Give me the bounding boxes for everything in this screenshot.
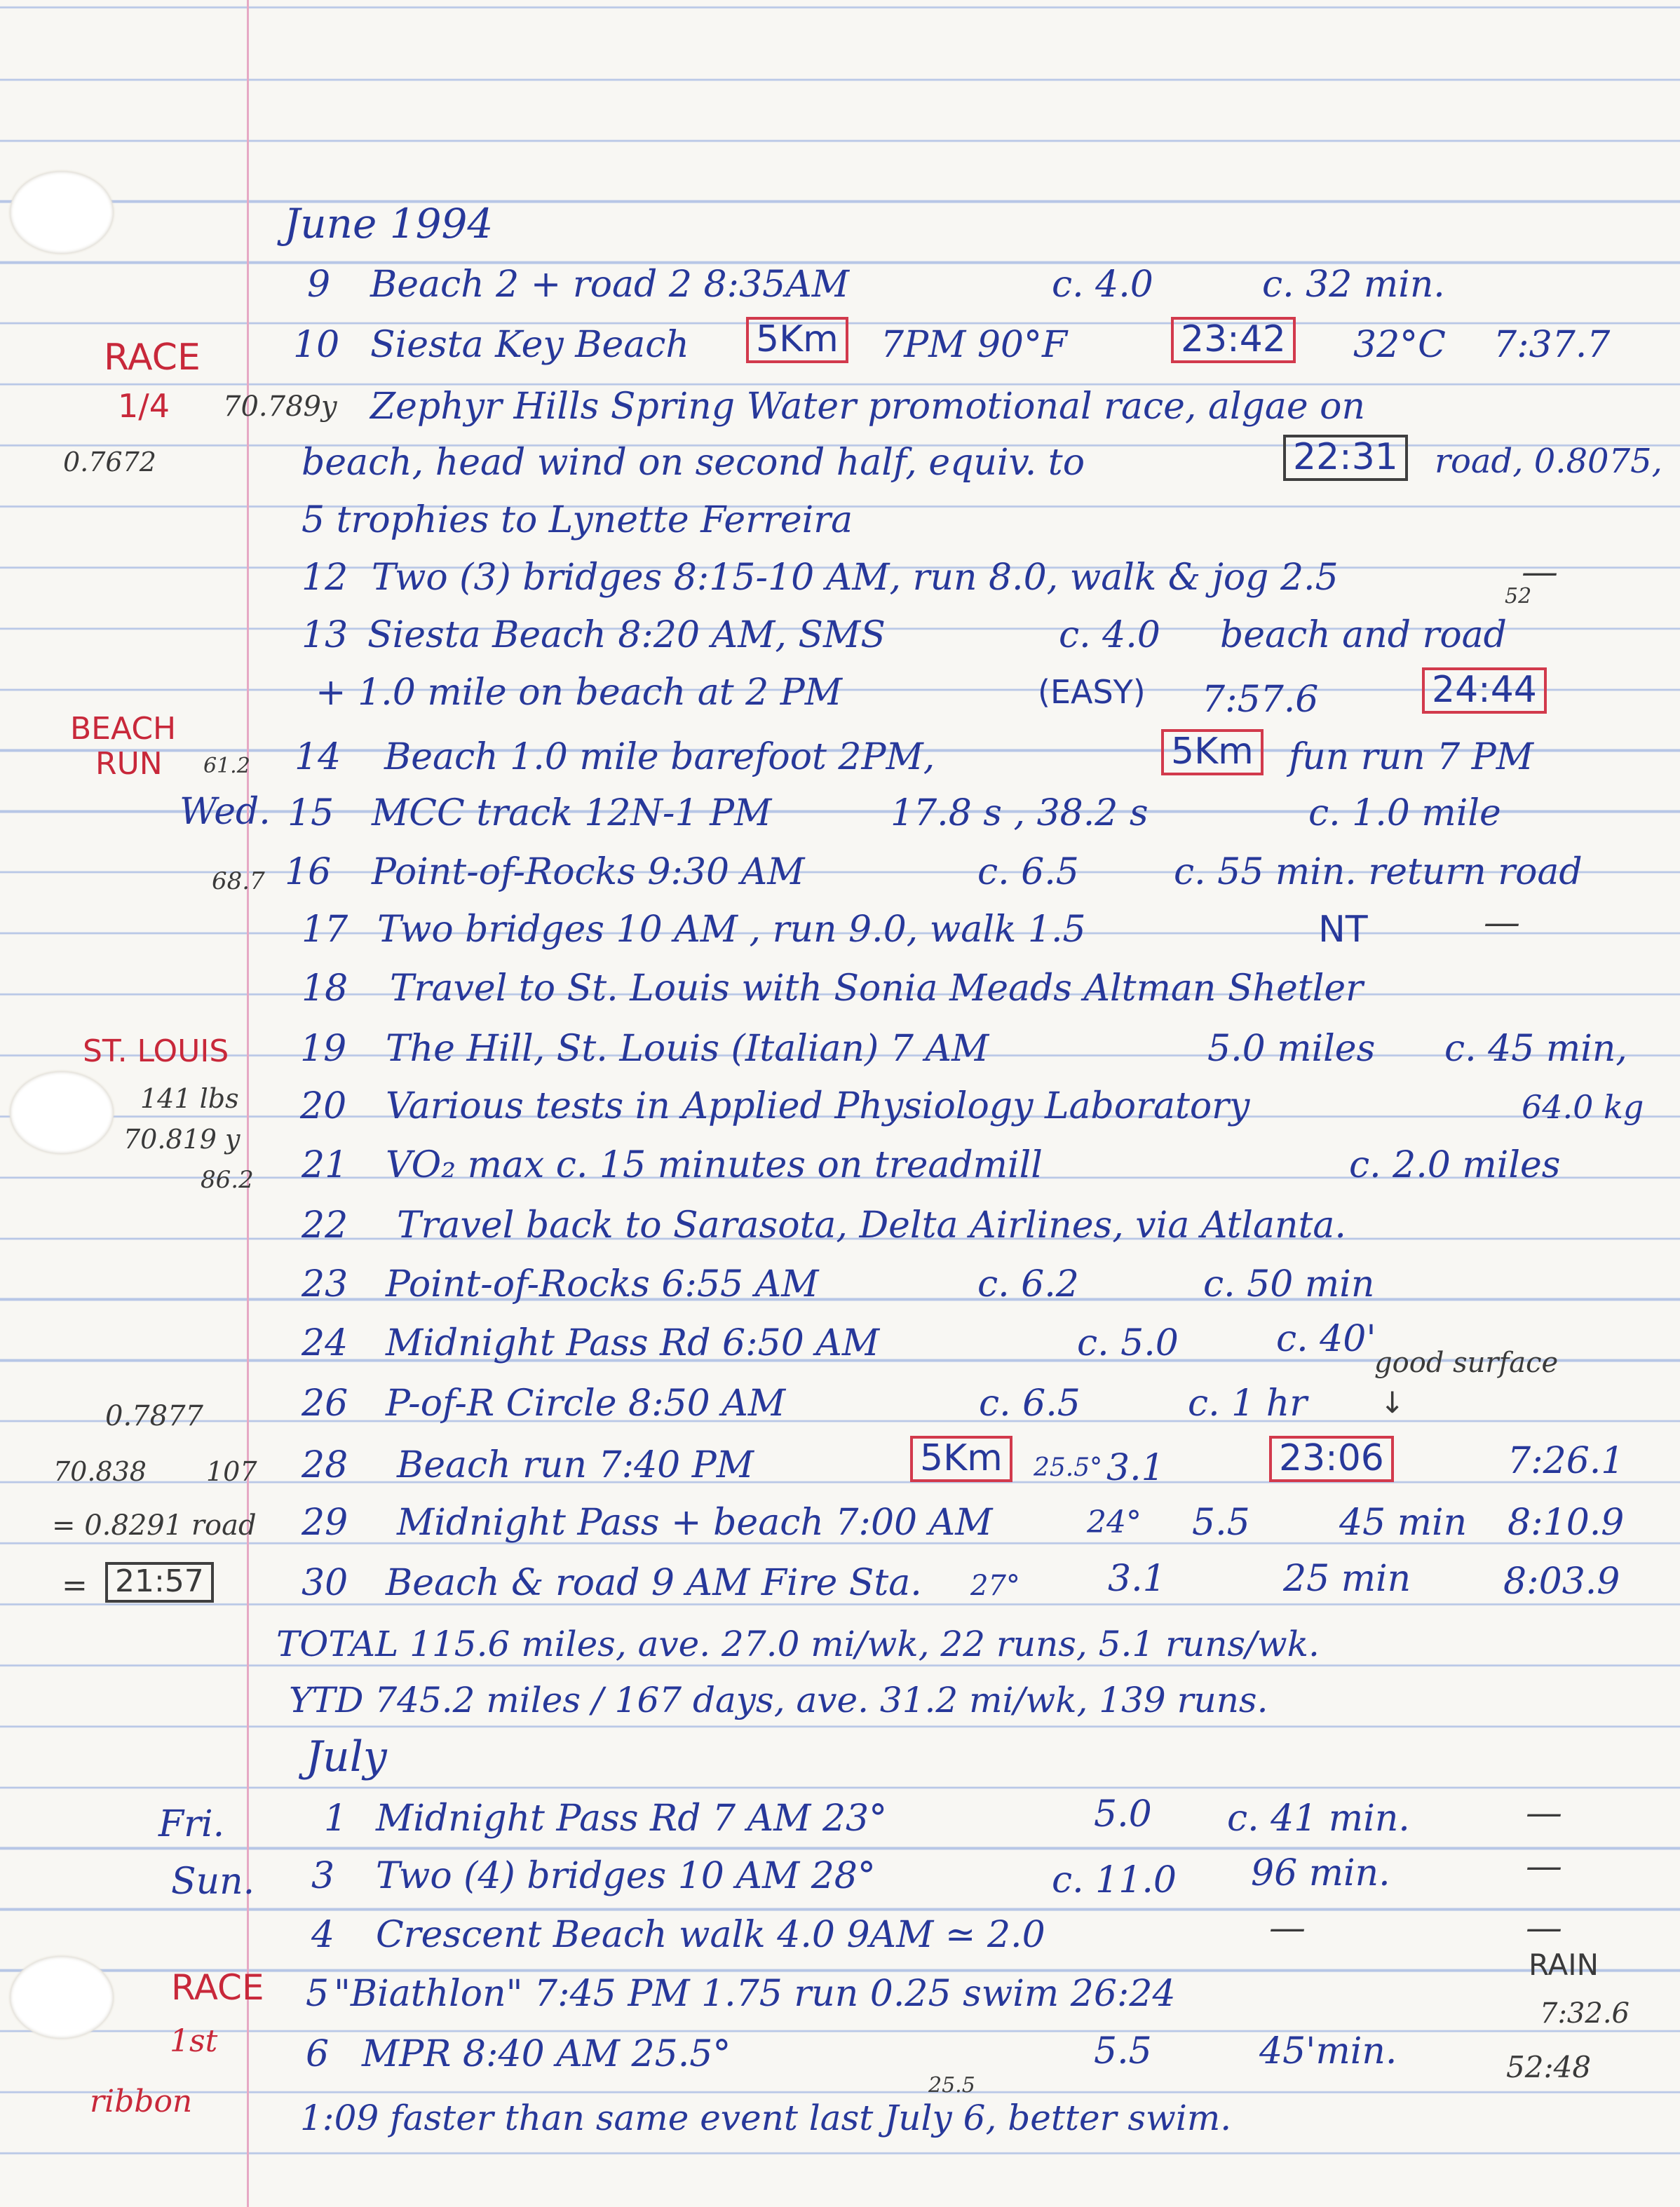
margin-hr-note: 86.2 xyxy=(201,1166,254,1194)
day-number: 21 xyxy=(302,1144,348,1186)
entry-text: VO₂ max c. 15 minutes on treadmill xyxy=(386,1144,1043,1186)
entry-text: Travel back to Sarasota, Delta Airlines, via Atlanta. xyxy=(397,1204,1346,1247)
entry-dash: — xyxy=(1269,1907,1306,1949)
day-number: 4 xyxy=(311,1914,335,1956)
entry-text: Various tests in Applied Physiology Laboratory xyxy=(386,1085,1250,1127)
month-heading-july: July xyxy=(306,1732,387,1781)
entry-dash: — xyxy=(1484,902,1520,944)
entry-distance: c. 4.0 xyxy=(1052,264,1153,306)
margin-hr-note: 107 xyxy=(206,1456,257,1487)
entry-note: 5 trophies to Lynette Ferreira xyxy=(302,499,853,541)
day-number: 29 xyxy=(302,1502,348,1544)
entry-distance: 5.5 xyxy=(1192,1502,1250,1544)
day-number: 19 xyxy=(300,1028,347,1070)
entry-pace: 7:32.6 xyxy=(1540,1997,1630,2030)
entry-time: c. 1 hr xyxy=(1188,1383,1308,1425)
margin-weekday: Wed. xyxy=(179,791,271,833)
entry-text: Beach 2 + road 2 8:35AM xyxy=(370,264,850,306)
punch-hole xyxy=(10,1956,114,2039)
margin-weekday: Fri. xyxy=(158,1803,225,1845)
entry-dash: — xyxy=(1526,1792,1562,1834)
race-time-box: 23:06 xyxy=(1269,1436,1394,1482)
entry-time: c. 41 min. xyxy=(1227,1798,1410,1840)
entry-note: fun run 7 PM xyxy=(1289,736,1533,778)
entry-note: NT xyxy=(1318,909,1368,951)
race-time-box: 24:44 xyxy=(1422,667,1547,714)
day-number: 17 xyxy=(302,909,348,951)
entry-time: 25 min xyxy=(1283,1558,1411,1600)
entry-distance: 3.1 xyxy=(1106,1447,1165,1489)
margin-place-label: 1st xyxy=(170,2023,218,2059)
day-number: 22 xyxy=(302,1204,348,1247)
entry-time: c. 45 min, xyxy=(1444,1028,1627,1070)
day-number: 24 xyxy=(302,1322,348,1364)
entry-temperature: 24° xyxy=(1087,1505,1142,1540)
entry-text: Beach 1.0 mile barefoot 2PM, xyxy=(384,736,935,778)
entry-note: 1:09 faster than same event last July 6, better swim. xyxy=(300,2098,1232,2138)
race-distance-box: 5Km xyxy=(910,1436,1012,1482)
margin-weight-note: 141 lbs xyxy=(140,1083,239,1114)
entry-text: Two (3) bridges 8:15-10 AM, run 8.0, walk & jog 2.5 xyxy=(372,557,1339,599)
margin-road-equivalent: = 0.8291 road xyxy=(52,1509,257,1542)
day-number: 28 xyxy=(302,1444,348,1486)
margin-st-louis: ST. LOUIS xyxy=(83,1033,229,1069)
entry-temperature: 32°C xyxy=(1353,324,1446,366)
margin-ratio-note: 0.7877 xyxy=(105,1400,203,1432)
entry-text: Travel to St. Louis with Sonia Meads Altman Shetler xyxy=(390,967,1363,1010)
entry-time: 96 min. xyxy=(1251,1852,1390,1894)
entry-superscript: 52 xyxy=(1505,584,1532,609)
race-time-box: 23:42 xyxy=(1171,317,1296,363)
entry-weight: 64.0 kg xyxy=(1522,1088,1644,1126)
entry-temperature: 25.5° xyxy=(1034,1453,1103,1482)
equivalent-time-box: 22:31 xyxy=(1283,435,1408,481)
entry-note: beach and road xyxy=(1220,614,1507,656)
entry-distance: c. 11.0 xyxy=(1052,1859,1177,1901)
entry-distance: 5.0 miles xyxy=(1207,1028,1376,1070)
day-number: 30 xyxy=(302,1562,348,1604)
margin-equivalent-time-box: 21:57 xyxy=(105,1562,214,1603)
race-distance-box: 5Km xyxy=(1161,729,1264,775)
entry-text: Siesta Beach 8:20 AM, SMS xyxy=(367,614,886,656)
entry-effort: (EASY) xyxy=(1038,673,1146,711)
entry-text: P-of-R Circle 8:50 AM xyxy=(386,1383,786,1425)
entry-note: road, 0.8075, xyxy=(1435,442,1662,481)
margin-race-label: RACE xyxy=(171,1967,264,2008)
day-number: 18 xyxy=(302,967,348,1010)
entry-text: Midnight Pass + beach 7:00 AM xyxy=(397,1502,993,1544)
entry-text: Two (4) bridges 10 AM 28° xyxy=(376,1855,876,1897)
entry-distance: c. 4.0 xyxy=(1059,614,1160,656)
margin-race-fraction: 1/4 xyxy=(118,387,170,425)
entry-text: + 1.0 mile on beach at 2 PM xyxy=(316,672,843,714)
entry-distance: c. 6.2 xyxy=(977,1263,1079,1305)
entry-text: MPR 8:40 AM 25.5° xyxy=(362,2033,731,2075)
entry-pace: 7:57.6 xyxy=(1202,679,1319,721)
entry-time: c. 50 min xyxy=(1203,1263,1375,1305)
entry-temperature: 27° xyxy=(970,1570,1020,1602)
margin-age-note: 70.838 xyxy=(53,1456,147,1487)
entry-text: Midnight Pass Rd 6:50 AM xyxy=(386,1322,880,1364)
entry-pace: 7:26.1 xyxy=(1508,1440,1625,1482)
day-number: 10 xyxy=(293,324,340,366)
entry-start-time: 7PM 90°F xyxy=(881,324,1068,366)
race-distance-box: 5Km xyxy=(746,317,848,363)
entry-pace: 7:37.7 xyxy=(1493,324,1611,366)
entry-pace: 8:10.9 xyxy=(1508,1502,1625,1544)
entry-text: Siesta Key Beach xyxy=(370,324,689,366)
entry-text: Two bridges 10 AM , run 9.0, walk 1.5 xyxy=(377,909,1086,951)
entry-text: Beach run 7:40 PM xyxy=(397,1444,754,1486)
entry-time: 45 min xyxy=(1339,1502,1468,1544)
entry-distance: 5.5 xyxy=(1094,2030,1152,2072)
margin-weekday: Sun. xyxy=(171,1861,255,1903)
day-number: 13 xyxy=(302,614,348,656)
entry-superscript: 25.5 xyxy=(928,2073,975,2098)
margin-hr-note: 68.7 xyxy=(212,867,265,895)
month-heading-june: June 1994 xyxy=(284,200,494,247)
margin-ribbon-label: ribbon xyxy=(90,2084,193,2119)
entry-note: c. 55 min. return road xyxy=(1174,851,1583,893)
entry-note: Zephyr Hills Spring Water promotional race, algae on xyxy=(370,386,1365,428)
margin-beach-run: RUN xyxy=(95,746,163,782)
day-number: 26 xyxy=(302,1383,348,1425)
entry-text: "Biathlon" 7:45 PM 1.75 run 0.25 swim 26:24 xyxy=(334,1973,1176,2015)
entry-text: Beach & road 9 AM Fire Sta. xyxy=(386,1562,922,1604)
entry-text: Point-of-Rocks 6:55 AM xyxy=(386,1263,819,1305)
margin-age-note: 70.819 y xyxy=(123,1124,241,1155)
day-number: 16 xyxy=(285,851,332,893)
entry-text: The Hill, St. Louis (Italian) 7 AM xyxy=(386,1028,989,1070)
entry-distance: c. 6.5 xyxy=(979,1383,1081,1425)
day-number: 15 xyxy=(287,792,334,834)
entry-weather: RAIN xyxy=(1529,1948,1599,1982)
day-number: 14 xyxy=(294,736,341,778)
punch-hole xyxy=(10,1071,114,1154)
entry-dash: — xyxy=(1522,551,1558,593)
day-number: 9 xyxy=(307,264,331,306)
entry-distance: c. 1.0 mile xyxy=(1308,792,1501,834)
year-to-date-total: YTD 745.2 miles / 167 days, ave. 31.2 mi/wk, 139 runs. xyxy=(289,1680,1268,1720)
day-number: 23 xyxy=(302,1263,348,1305)
entry-distance: 3.1 xyxy=(1108,1558,1166,1600)
margin-hr-note: 61.2 xyxy=(203,754,250,778)
entry-text: Point-of-Rocks 9:30 AM xyxy=(372,851,805,893)
entry-dash: — xyxy=(1526,1845,1562,1887)
june-total: TOTAL 115.6 miles, ave. 27.0 mi/wk, 22 runs, 5.1 runs/wk. xyxy=(276,1624,1320,1664)
margin-ratio-note: 0.7672 xyxy=(63,447,156,477)
margin-age-note: 70.789y xyxy=(223,391,337,423)
entry-distance: c. 6.5 xyxy=(977,851,1079,893)
entry-pace: 8:03.9 xyxy=(1503,1561,1620,1603)
day-number: 6 xyxy=(306,2033,330,2075)
entry-time: 45'min. xyxy=(1259,2030,1397,2072)
margin-race-label: RACE xyxy=(104,337,201,379)
entry-extra: 52:48 xyxy=(1506,2050,1592,2084)
entry-dash: — xyxy=(1526,1907,1562,1949)
entry-distance: c. 5.0 xyxy=(1077,1322,1179,1364)
day-number: 3 xyxy=(311,1855,335,1897)
entry-time: c. 32 min. xyxy=(1262,264,1445,306)
arrow-down-icon: ↓ xyxy=(1380,1385,1405,1420)
day-number: 5 xyxy=(306,1973,330,2015)
punch-hole xyxy=(10,171,114,254)
entry-note: beach, head wind on second half, equiv. to xyxy=(302,442,1085,484)
day-number: 12 xyxy=(302,557,348,599)
entry-distance: c. 2.0 miles xyxy=(1349,1144,1561,1186)
entry-time: c. 40' xyxy=(1276,1318,1376,1360)
day-number: 1 xyxy=(324,1798,348,1840)
entry-distance: 5.0 xyxy=(1094,1793,1152,1835)
margin-beach-run: BEACH xyxy=(70,711,177,747)
entry-note: good surface xyxy=(1374,1347,1559,1379)
day-number: 20 xyxy=(300,1085,347,1127)
entry-text: Crescent Beach walk 4.0 9AM ≃ 2.0 xyxy=(376,1914,1045,1956)
entry-text: Midnight Pass Rd 7 AM 23° xyxy=(376,1798,888,1840)
entry-text: MCC track 12N-1 PM xyxy=(372,792,772,834)
entry-splits: 17.8 s , 38.2 s xyxy=(890,792,1149,834)
margin-equals-sign: = xyxy=(62,1568,88,1603)
